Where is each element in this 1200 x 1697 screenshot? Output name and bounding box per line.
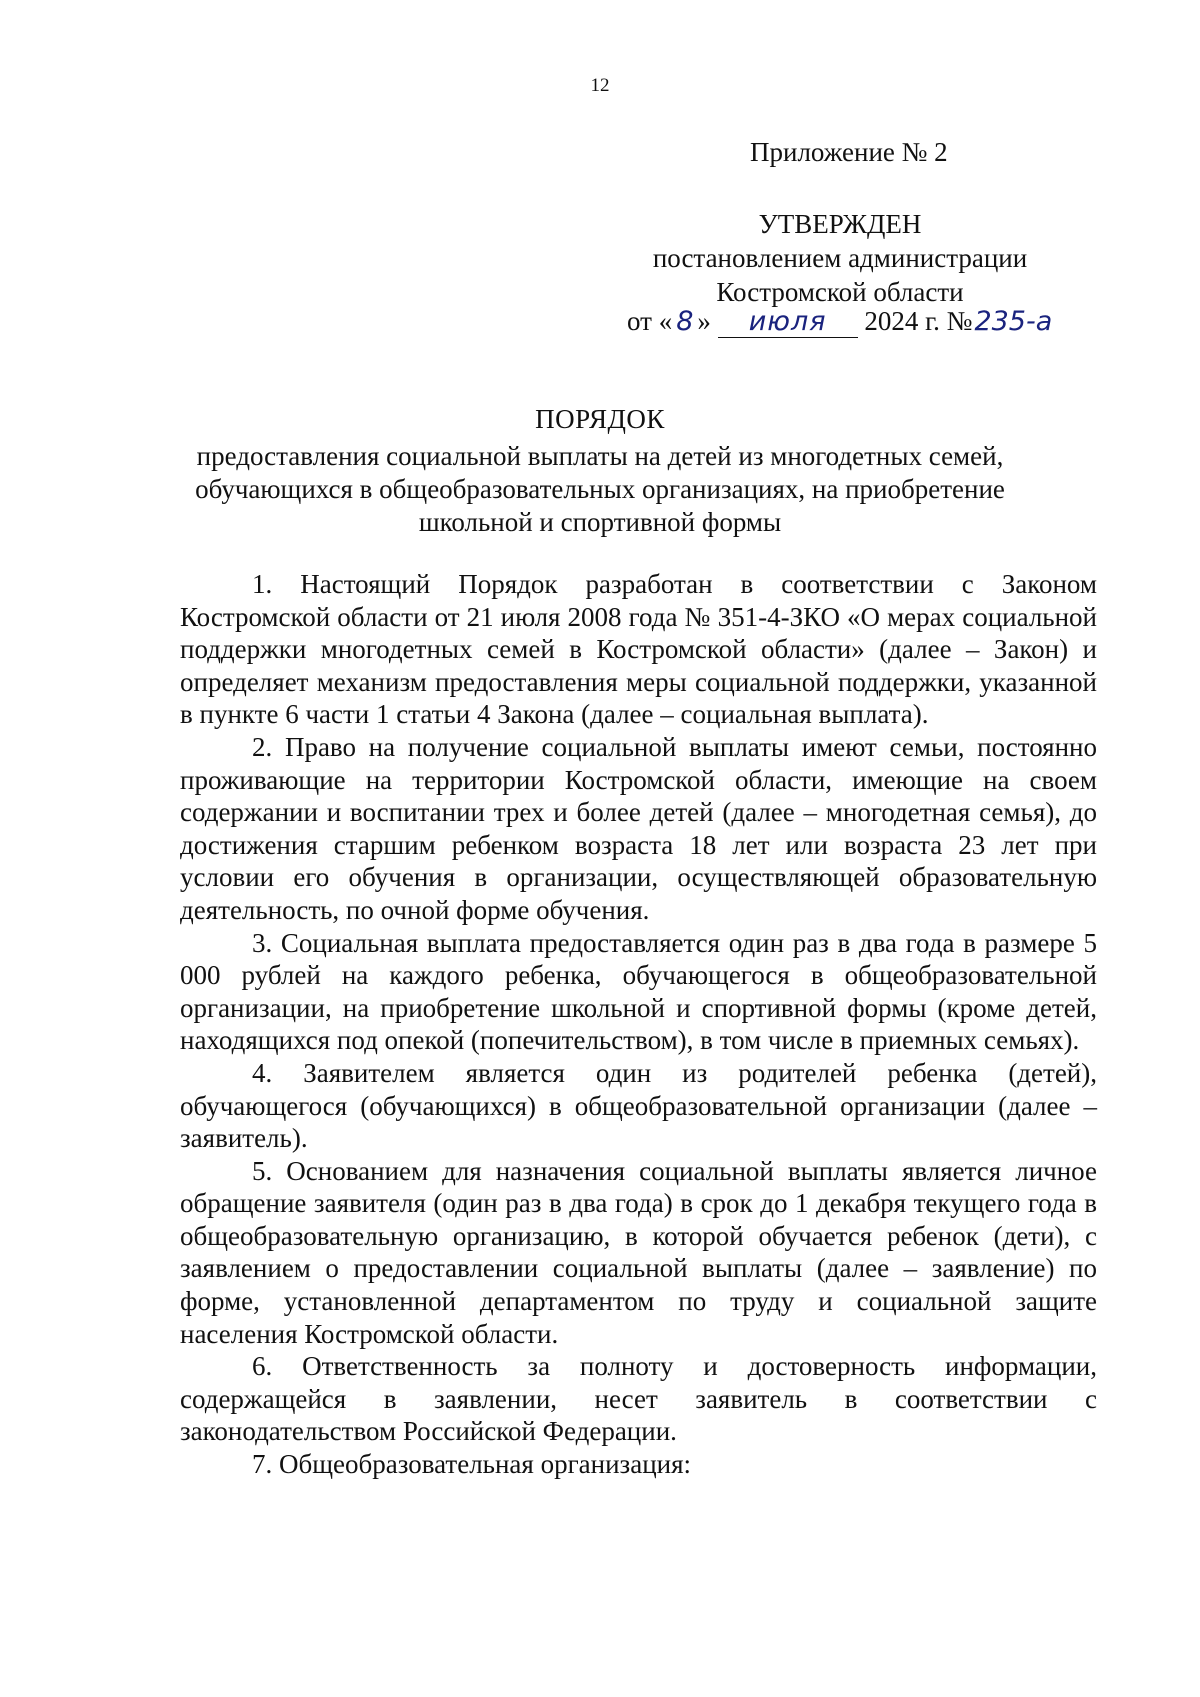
handwritten-day: 8 [676, 306, 694, 337]
approval-date-line [627, 306, 1052, 338]
date-separator: » [697, 306, 711, 336]
handwritten-document-number: 235-а [974, 306, 1053, 337]
appendix-label: Приложение № 2 [750, 137, 948, 167]
paragraph-5: 5. Основанием для назначения социальной выплаты является личное обращение заявителя (один раз в два года) в срок до 1 декабря текущего года в общеобразовательную организацию, в которой обучается ребенок (дети), с заявлением о предоставлении социальной выплаты (далее – заявление) по форме, установленной департаментом по труду и социальной защите населения Костромской области. [180, 1155, 1097, 1349]
date-year: 2024 г. № [864, 306, 973, 336]
document-subtitle: предоставления социальной выплаты на детей из многодетных семей, обучающихся в общеобразовательных организациях, на приобретение школьной и спортивной формы [195, 441, 1005, 537]
approval-block [590, 207, 1090, 309]
handwritten-month: июля [718, 306, 858, 338]
approval-line-1: постановлением администрации [652, 243, 1028, 273]
page-number: 12 [590, 75, 610, 96]
approval-heading: УТВЕРЖДЕН [758, 209, 922, 239]
document-body [180, 568, 1097, 1481]
paragraph-4: 4. Заявителем является один из родителей ребенка (детей), обучающегося (обучающихся) в общеобразовательной организации (далее – заявитель). [180, 1057, 1097, 1154]
paragraph-3: 3. Социальная выплата предоставляется один раз в два года в размере 5 000 рублей на каждого ребенка, обучающегося в общеобразовательной организации, на приобретение школьной и спортивной формы (кроме детей, находящихся под опекой (попечительством), в том числе в приемных семьях). [180, 927, 1097, 1056]
paragraph-2: 2. Право на получение социальной выплаты имеют семьи, постоянно проживающие на территории Костромской области, имеющие на своем содержании и воспитании трех и более детей (далее – многодетная семья), до достижения старшим ребенком возраста 18 лет или возраста 23 лет при условии его обучения в организации, осуществляющей образовательную деятельность, по очной форме обучения. [180, 731, 1097, 925]
paragraph-7: 7. Общеобразовательная организация: [252, 1449, 692, 1480]
paragraph-1: 1. Настоящий Порядок разработан в соответствии с Законом Костромской области от 21 июля 2008 года № 351-4-ЗКО «О мерах социальной поддержки многодетных семей в Костромской области» (далее – Закон) и определяет механизм предоставления меры социальной поддержки, указанной в пункте 6 части 1 статьи 4 Закона (далее – социальная выплата). [180, 569, 1097, 730]
approval-line-2: Костромской области [716, 277, 964, 307]
date-prefix: от « [627, 306, 673, 336]
document-title-block [160, 402, 1040, 539]
paragraph-6: 6. Ответственность за полноту и достоверность информации, содержащейся в заявлении, несет заявитель в соответствии с законодательством Российской Федерации. [180, 1351, 1097, 1447]
document-title: ПОРЯДОК [535, 404, 665, 434]
